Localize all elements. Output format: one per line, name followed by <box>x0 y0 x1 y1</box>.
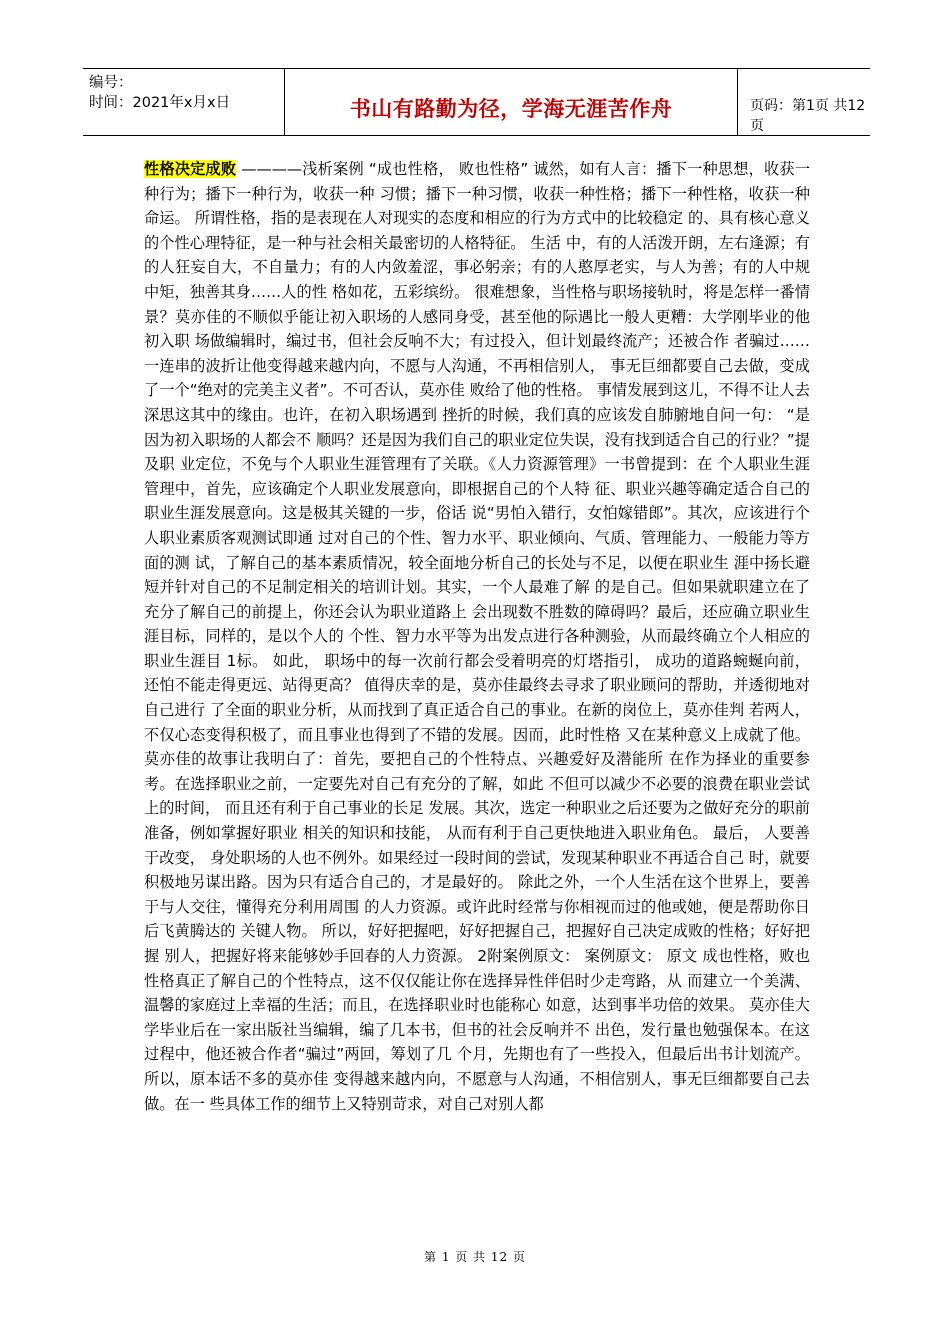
article-body <box>144 157 810 1116</box>
document-date: 时间：2021年x月x日 <box>89 95 231 111</box>
header-meta <box>83 69 285 135</box>
page-footer: 第 1 页 共 12 页 <box>424 1250 526 1264</box>
page-header <box>83 68 870 136</box>
header-motto: 书山有路勤为径，学海无涯苦作舟 <box>285 69 738 135</box>
article-title: 性格决定成败 <box>144 160 237 178</box>
header-page-info: 页码：第1页 共12页 <box>750 98 866 134</box>
document-number-label: 编号： <box>89 75 133 91</box>
article-text: ————浅析案例 “成也性格， 败也性格” 诚然，如有人言：播下一种思想，收获一种行为；播下一种行为，收获一种 习惯；播下一种习惯，收获一种性格；播下一种性格，收获一种命运。 所谓性格，指的是表现在人对现实的态度和相应的行为方式中的比较稳定 的、具有核心意义的个性心理特征，是一种与社会相关最密切的人格特征。 生活 中，有的人活泼开朗，左右逢源；有的人狂妄自大，不自量力；有的人内敛羞涩，事必躬亲；有的人憨厚老实，与人为善；有的人中规中矩，独善其身……人的性 格如花，五彩缤纷。 很难想象，当性格与职场接轨时，将是怎样一番情景？莫亦佳的不顺似乎能让初入职场的人感同身受，甚至他的际遇比一般人更糟：大学刚毕业的他初入职 场做编辑时，编过书，但社会反响不大；有过投入，但计划最终流产；还被合作 者骗过……一连串的波折让他变得越来越内向，不愿与人沟通，不再相信别人， 事无巨细都要自己去做，变成了一个“绝对的完美主义者”。不可否认，莫亦佳 败给了他的性格。 事情发展到这儿，不得不让人去深思这其中的缘由。也许，在初入职场遇到 挫折的时候，我们真的应该发自肺腑地自问一句： “是因为初入职场的人都会不 顺吗？还是因为我们自己的职业定位失误，没有找到适合自己的行业？”提及职 业定位，不免与个人职业生涯管理有了关联。《人力资源管理》一书曾提到：在 个人职业生涯管理中，首先，应该确定个人职业发展意向，即根据自己的个人特 征、职业兴趣等确定适合自己的职业生涯发展意向。这是极其关键的一步，俗话 说“男怕入错行，女怕嫁错郎”。其次，应该进行个人职业素质客观测试即通 过对自己的个性、智力水平、职业倾向、气质、管理能力、一般能力等方面的测 试，了解自己的基本素质情况，较全面地分析自己的长处与不足，以便在职业生 涯中扬长避短并针对自己的不足制定相关的培训计划。其实，一个人最难了解 的是自己。但如果就职建立在了充分了解自己的前提上，你还会认为职业道路上 会出现数不胜数的障碍吗？最后，还应确立职业生涯目标，同样的，是以个人的 个性、智力水平等为出发点进行各种测验，从而最终确立个人相应的职业生涯目 1标。 如此， 职场中的每一次前行都会受着明亮的灯塔指引， 成功的道路蜿蜒向前， 还怕不能走得更远、站得更高？ 值得庆幸的是，莫亦佳最终去寻求了职业顾问的帮助，并透彻地对自己进行 了全面的职业分析，从而找到了真正适合自己的事业。在新的岗位上，莫亦佳判 若两人，不仅心态变得积极了，而且事业也得到了不错的发展。因而，此时性格 又在某种意义上成就了他。 莫亦佳的故事让我明白了：首先，要把自己的个性特点、兴趣爱好及潜能所 在作为择业的重要参考。在选择职业之前，一定要先对自己有充分的了解，如此 不但可以减少不必要的浪费在职业尝试上的时间， 而且还有利于自己事业的长足 发展。其次，选定一种职业之后还要为之做好充分的职前准备，例如掌握好职业 相关的知识和技能， 从而有利于自己更快地进入职业角色。 最后， 人要善于改变， 身处职场的人也不例外。如果经过一段时间的尝试，发现某种职业不再适合自己 时，就要积极地另谋出路。因为只有适合自己的，才是最好的。 除此之外，一个人生活在这个世界上，要善于与人交往，懂得充分利用周围 的人力资源。或许此时经常与你相视而过的他或她，便是帮助你日后飞黄腾达的 关键人物。 所以，好好把握吧，好好把握自己，把握好自己决定成败的性格；好好把握 别人，把握好将来能够妙手回春的人力资源。 2附案例原文： 案例原文： 原文 成也性格，败也性格真正了解自己的个性特点，这不仅仅能让你在选择异性伴侣时少走弯路，从 而建立一个美满、温馨的家庭过上幸福的生活；而且，在选择职业时也能称心 如意，达到事半功倍的效果。 莫亦佳大学毕业后在一家出版社当编辑，编了几本书，但书的社会反响并不 出色，发行量也勉强保本。在这过程中，他还被合作者“骗过”两回，筹划了几 个月，先期也有了一些投入，但最后出书计划流产。所以，原本话不多的莫亦佳 变得越来越内向，不愿意与人沟通，不相信别人，事无巨细都要自己去做。在一 些具体工作的细节上又特别苛求，对自己对别人都 <box>144 160 811 1113</box>
